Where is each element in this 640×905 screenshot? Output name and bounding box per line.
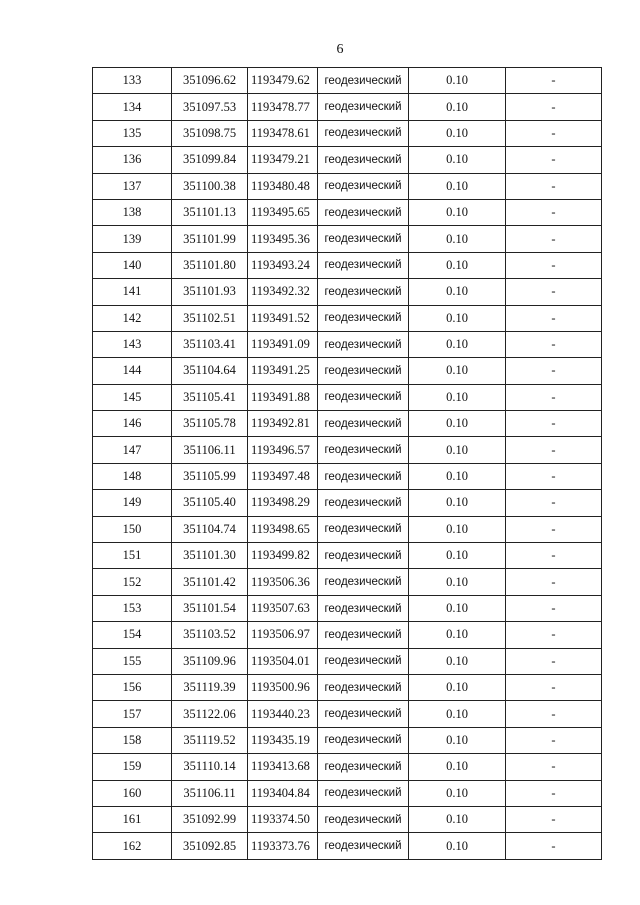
- coordinates-table-body: [93, 68, 602, 860]
- y-coordinate-cell: 1193491.52: [248, 305, 318, 331]
- y-coordinate-cell: 1193491.09: [248, 331, 318, 357]
- point-number-cell: 151: [93, 543, 172, 569]
- table-row: [93, 595, 602, 621]
- y-coordinate-cell: 1193413.68: [248, 754, 318, 780]
- note-cell: -: [506, 727, 602, 753]
- x-coordinate-cell: 351101.30: [172, 543, 248, 569]
- x-coordinate-cell: 351119.39: [172, 674, 248, 700]
- accuracy-cell: 0.10: [409, 780, 506, 806]
- method-cell: геодезический: [318, 199, 409, 225]
- accuracy-cell: 0.10: [409, 147, 506, 173]
- method-cell: геодезический: [318, 569, 409, 595]
- x-coordinate-cell: 351103.41: [172, 331, 248, 357]
- x-coordinate-cell: 351105.41: [172, 384, 248, 410]
- table-row: [93, 384, 602, 410]
- table-row: [93, 226, 602, 252]
- table-row: [93, 780, 602, 806]
- note-cell: -: [506, 780, 602, 806]
- point-number-cell: 162: [93, 833, 172, 859]
- point-number-cell: 150: [93, 516, 172, 542]
- method-cell: геодезический: [318, 94, 409, 120]
- note-cell: -: [506, 411, 602, 437]
- y-coordinate-cell: 1193479.21: [248, 147, 318, 173]
- point-number-cell: 137: [93, 173, 172, 199]
- note-cell: -: [506, 331, 602, 357]
- table-row: [93, 622, 602, 648]
- x-coordinate-cell: 351110.14: [172, 754, 248, 780]
- method-cell: геодезический: [318, 490, 409, 516]
- table-row: [93, 754, 602, 780]
- method-cell: геодезический: [318, 727, 409, 753]
- y-coordinate-cell: 1193493.24: [248, 252, 318, 278]
- method-cell: геодезический: [318, 384, 409, 410]
- note-cell: -: [506, 358, 602, 384]
- method-cell: геодезический: [318, 279, 409, 305]
- table-row: [93, 727, 602, 753]
- method-cell: геодезический: [318, 252, 409, 278]
- x-coordinate-cell: 351104.74: [172, 516, 248, 542]
- accuracy-cell: 0.10: [409, 411, 506, 437]
- y-coordinate-cell: 1193404.84: [248, 780, 318, 806]
- point-number-cell: 159: [93, 754, 172, 780]
- x-coordinate-cell: 351101.99: [172, 226, 248, 252]
- note-cell: -: [506, 648, 602, 674]
- x-coordinate-cell: 351099.84: [172, 147, 248, 173]
- table-row: [93, 674, 602, 700]
- note-cell: -: [506, 490, 602, 516]
- accuracy-cell: 0.10: [409, 516, 506, 542]
- x-coordinate-cell: 351096.62: [172, 68, 248, 94]
- method-cell: геодезический: [318, 674, 409, 700]
- y-coordinate-cell: 1193374.50: [248, 806, 318, 832]
- note-cell: -: [506, 173, 602, 199]
- y-coordinate-cell: 1193492.81: [248, 411, 318, 437]
- table-row: [93, 331, 602, 357]
- note-cell: -: [506, 622, 602, 648]
- method-cell: геодезический: [318, 543, 409, 569]
- point-number-cell: 142: [93, 305, 172, 331]
- table-row: [93, 173, 602, 199]
- accuracy-cell: 0.10: [409, 437, 506, 463]
- table-row: [93, 543, 602, 569]
- table-row: [93, 463, 602, 489]
- method-cell: геодезический: [318, 833, 409, 859]
- point-number-cell: 146: [93, 411, 172, 437]
- point-number-cell: 158: [93, 727, 172, 753]
- point-number-cell: 136: [93, 147, 172, 173]
- table-row: [93, 279, 602, 305]
- note-cell: -: [506, 147, 602, 173]
- y-coordinate-cell: 1193440.23: [248, 701, 318, 727]
- note-cell: -: [506, 701, 602, 727]
- method-cell: геодезический: [318, 120, 409, 146]
- table-row: [93, 701, 602, 727]
- method-cell: геодезический: [318, 648, 409, 674]
- x-coordinate-cell: 351105.78: [172, 411, 248, 437]
- y-coordinate-cell: 1193506.36: [248, 569, 318, 595]
- note-cell: -: [506, 305, 602, 331]
- y-coordinate-cell: 1193506.97: [248, 622, 318, 648]
- y-coordinate-cell: 1193491.25: [248, 358, 318, 384]
- point-number-cell: 160: [93, 780, 172, 806]
- accuracy-cell: 0.10: [409, 252, 506, 278]
- y-coordinate-cell: 1193495.36: [248, 226, 318, 252]
- accuracy-cell: 0.10: [409, 490, 506, 516]
- y-coordinate-cell: 1193479.62: [248, 68, 318, 94]
- table-row: [93, 411, 602, 437]
- point-number-cell: 144: [93, 358, 172, 384]
- x-coordinate-cell: 351098.75: [172, 120, 248, 146]
- note-cell: -: [506, 806, 602, 832]
- point-number-cell: 161: [93, 806, 172, 832]
- accuracy-cell: 0.10: [409, 754, 506, 780]
- point-number-cell: 140: [93, 252, 172, 278]
- method-cell: геодезический: [318, 780, 409, 806]
- accuracy-cell: 0.10: [409, 806, 506, 832]
- table-row: [93, 147, 602, 173]
- x-coordinate-cell: 351092.99: [172, 806, 248, 832]
- page-number: 6: [336, 42, 344, 57]
- accuracy-cell: 0.10: [409, 68, 506, 94]
- note-cell: -: [506, 595, 602, 621]
- accuracy-cell: 0.10: [409, 226, 506, 252]
- accuracy-cell: 0.10: [409, 674, 506, 700]
- x-coordinate-cell: 351105.99: [172, 463, 248, 489]
- x-coordinate-cell: 351101.42: [172, 569, 248, 595]
- note-cell: -: [506, 833, 602, 859]
- method-cell: геодезический: [318, 305, 409, 331]
- note-cell: -: [506, 384, 602, 410]
- y-coordinate-cell: 1193491.88: [248, 384, 318, 410]
- point-number-cell: 157: [93, 701, 172, 727]
- point-number-cell: 148: [93, 463, 172, 489]
- note-cell: -: [506, 226, 602, 252]
- y-coordinate-cell: 1193499.82: [248, 543, 318, 569]
- accuracy-cell: 0.10: [409, 331, 506, 357]
- table-row: [93, 516, 602, 542]
- method-cell: геодезический: [318, 622, 409, 648]
- y-coordinate-cell: 1193492.32: [248, 279, 318, 305]
- accuracy-cell: 0.10: [409, 120, 506, 146]
- table-row: [93, 358, 602, 384]
- point-number-cell: 155: [93, 648, 172, 674]
- method-cell: геодезический: [318, 358, 409, 384]
- note-cell: -: [506, 543, 602, 569]
- x-coordinate-cell: 351119.52: [172, 727, 248, 753]
- method-cell: геодезический: [318, 463, 409, 489]
- method-cell: геодезический: [318, 173, 409, 199]
- method-cell: геодезический: [318, 331, 409, 357]
- point-number-cell: 141: [93, 279, 172, 305]
- table-row: [93, 490, 602, 516]
- note-cell: -: [506, 674, 602, 700]
- y-coordinate-cell: 1193478.77: [248, 94, 318, 120]
- table-row: [93, 437, 602, 463]
- accuracy-cell: 0.10: [409, 595, 506, 621]
- point-number-cell: 135: [93, 120, 172, 146]
- y-coordinate-cell: 1193498.65: [248, 516, 318, 542]
- table-row: [93, 199, 602, 225]
- point-number-cell: 154: [93, 622, 172, 648]
- table-row: [93, 120, 602, 146]
- table-row: [93, 833, 602, 859]
- y-coordinate-cell: 1193504.01: [248, 648, 318, 674]
- accuracy-cell: 0.10: [409, 727, 506, 753]
- method-cell: геодезический: [318, 147, 409, 173]
- method-cell: геодезический: [318, 701, 409, 727]
- point-number-cell: 143: [93, 331, 172, 357]
- point-number-cell: 153: [93, 595, 172, 621]
- method-cell: геодезический: [318, 516, 409, 542]
- x-coordinate-cell: 351101.13: [172, 199, 248, 225]
- point-number-cell: 138: [93, 199, 172, 225]
- note-cell: -: [506, 754, 602, 780]
- note-cell: -: [506, 516, 602, 542]
- x-coordinate-cell: 351106.11: [172, 437, 248, 463]
- accuracy-cell: 0.10: [409, 463, 506, 489]
- y-coordinate-cell: 1193496.57: [248, 437, 318, 463]
- y-coordinate-cell: 1193478.61: [248, 120, 318, 146]
- x-coordinate-cell: 351103.52: [172, 622, 248, 648]
- point-number-cell: 149: [93, 490, 172, 516]
- x-coordinate-cell: 351101.93: [172, 279, 248, 305]
- x-coordinate-cell: 351100.38: [172, 173, 248, 199]
- accuracy-cell: 0.10: [409, 833, 506, 859]
- table-row: [93, 94, 602, 120]
- table-row: [93, 68, 602, 94]
- x-coordinate-cell: 351109.96: [172, 648, 248, 674]
- table-row: [93, 305, 602, 331]
- point-number-cell: 145: [93, 384, 172, 410]
- point-number-cell: 133: [93, 68, 172, 94]
- point-number-cell: 152: [93, 569, 172, 595]
- method-cell: геодезический: [318, 68, 409, 94]
- y-coordinate-cell: 1193507.63: [248, 595, 318, 621]
- x-coordinate-cell: 351106.11: [172, 780, 248, 806]
- point-number-cell: 139: [93, 226, 172, 252]
- x-coordinate-cell: 351102.51: [172, 305, 248, 331]
- note-cell: -: [506, 68, 602, 94]
- x-coordinate-cell: 351101.80: [172, 252, 248, 278]
- method-cell: геодезический: [318, 806, 409, 832]
- table-row: [93, 648, 602, 674]
- accuracy-cell: 0.10: [409, 173, 506, 199]
- x-coordinate-cell: 351104.64: [172, 358, 248, 384]
- table-row: [93, 806, 602, 832]
- x-coordinate-cell: 351101.54: [172, 595, 248, 621]
- y-coordinate-cell: 1193497.48: [248, 463, 318, 489]
- y-coordinate-cell: 1193500.96: [248, 674, 318, 700]
- accuracy-cell: 0.10: [409, 199, 506, 225]
- y-coordinate-cell: 1193373.76: [248, 833, 318, 859]
- note-cell: -: [506, 120, 602, 146]
- accuracy-cell: 0.10: [409, 358, 506, 384]
- accuracy-cell: 0.10: [409, 384, 506, 410]
- table-row: [93, 252, 602, 278]
- x-coordinate-cell: 351122.06: [172, 701, 248, 727]
- y-coordinate-cell: 1193498.29: [248, 490, 318, 516]
- y-coordinate-cell: 1193480.48: [248, 173, 318, 199]
- point-number-cell: 156: [93, 674, 172, 700]
- table-row: [93, 569, 602, 595]
- accuracy-cell: 0.10: [409, 305, 506, 331]
- coordinates-table: [92, 67, 602, 860]
- note-cell: -: [506, 569, 602, 595]
- accuracy-cell: 0.10: [409, 648, 506, 674]
- note-cell: -: [506, 94, 602, 120]
- note-cell: -: [506, 437, 602, 463]
- method-cell: геодезический: [318, 437, 409, 463]
- method-cell: геодезический: [318, 226, 409, 252]
- x-coordinate-cell: 351105.40: [172, 490, 248, 516]
- point-number-cell: 134: [93, 94, 172, 120]
- note-cell: -: [506, 463, 602, 489]
- note-cell: -: [506, 199, 602, 225]
- point-number-cell: 147: [93, 437, 172, 463]
- accuracy-cell: 0.10: [409, 622, 506, 648]
- accuracy-cell: 0.10: [409, 279, 506, 305]
- method-cell: геодезический: [318, 411, 409, 437]
- x-coordinate-cell: 351092.85: [172, 833, 248, 859]
- method-cell: геодезический: [318, 754, 409, 780]
- y-coordinate-cell: 1193495.65: [248, 199, 318, 225]
- note-cell: -: [506, 252, 602, 278]
- x-coordinate-cell: 351097.53: [172, 94, 248, 120]
- note-cell: -: [506, 279, 602, 305]
- accuracy-cell: 0.10: [409, 94, 506, 120]
- y-coordinate-cell: 1193435.19: [248, 727, 318, 753]
- accuracy-cell: 0.10: [409, 701, 506, 727]
- accuracy-cell: 0.10: [409, 543, 506, 569]
- accuracy-cell: 0.10: [409, 569, 506, 595]
- method-cell: геодезический: [318, 595, 409, 621]
